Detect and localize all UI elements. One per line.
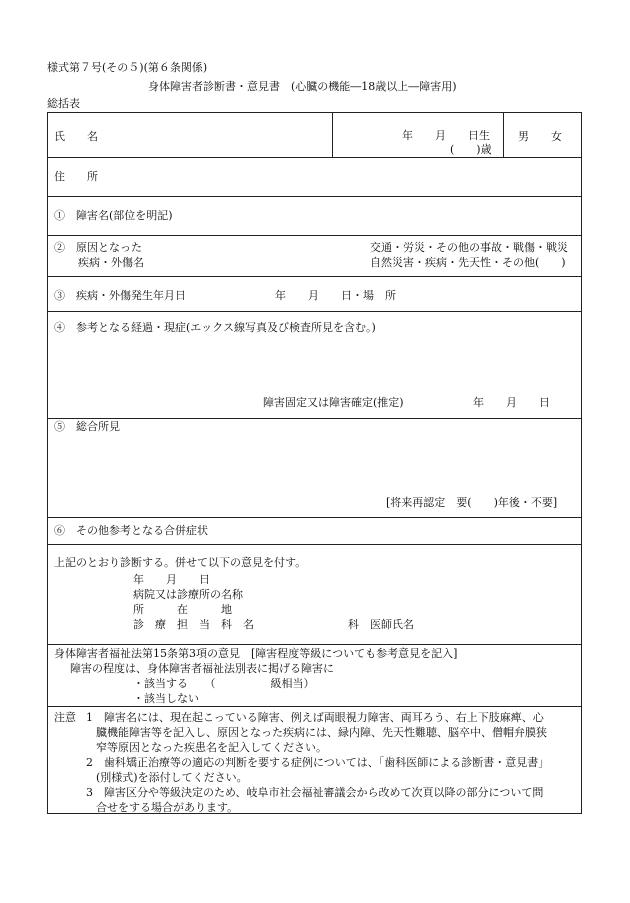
note-1-cont-2: 窄等原因となった疾患名を記入してください。 [96, 741, 327, 754]
note-2-cont: (別様式)を添付してください。 [96, 771, 248, 784]
cause-options-2: 自然災害・疾病・先天性・その他( ) [370, 256, 566, 269]
degree-label: 障害の程度は、身体障害者福祉法別表に掲げる障害に [70, 662, 334, 675]
birth-date-label: 年 月 日生 [402, 129, 490, 142]
reexam-label: [将来再認定 要( )年後・不要] [386, 496, 558, 509]
address-label: 住 所 [54, 170, 98, 183]
cause-label-2: 疾病・外傷名 [78, 256, 144, 269]
note-3: 3 障害区分や等級決定のため、岐阜市社会福祉審議会から改めて次頁以降の部分について問 [86, 786, 544, 799]
opinion-heading: 身体障害者福祉法第15条第3項の意見 [障害程度等級についても参考意見を記入] [54, 647, 458, 660]
fixed-date-label: 障害固定又は障害確定(推定) [263, 396, 404, 409]
name-label: 氏 名 [54, 130, 98, 143]
note-1-cont: 臓機能障害等を記入し、原因となった疾病には、緑内障、先天性難聴、脳卒中、僧帽弁膜狭 [96, 726, 547, 739]
notes-label: 注意 [54, 711, 76, 724]
department-label: 診 療 担 当 科 名 [133, 618, 254, 631]
note-2: 2 歯科矯正治療等の適応の判断を要する症例については、「歯科医師による診断書・意見書」 [86, 756, 550, 769]
doctor-name-label: 科 医師氏名 [348, 618, 414, 631]
section-label: 総括表 [47, 97, 80, 110]
form-number: 様式第７号(その５)(第６条関係) [47, 61, 208, 74]
location-label: 所 在 地 [133, 603, 232, 616]
onset-date-label: ③ 疾病・外傷発生年月日 [54, 289, 186, 302]
overall-findings-label: ⑤ 総合所見 [54, 420, 120, 433]
applicable-option: ・該当する （ 級相当） [133, 677, 315, 690]
note-1: 1 障害名には、現在起こっている障害、例えば両眼視力障害、両耳ろう、右上下肢麻痺、心 [86, 711, 544, 724]
sex-label: 男 女 [518, 130, 562, 143]
cause-label: ② 原因となった [54, 241, 142, 254]
cause-options-1: 交通・労災・その他の事故・戦傷・戦災 [370, 241, 568, 254]
form-table [47, 112, 582, 814]
disability-name-label: ① 障害名(部位を明記) [54, 209, 173, 222]
progress-label: ④ 参考となる経過・現症(エックス線写真及び検査所見を含む。) [54, 321, 376, 334]
hospital-name-label: 病院又は診療所の名称 [133, 588, 243, 601]
fixed-date: 年 月 日 [473, 396, 550, 409]
note-3-cont: 合せをする場合があります。 [96, 801, 239, 814]
diagnosis-statement: 上記のとおり診断する。併せて以下の意見を付す。 [54, 556, 307, 569]
not-applicable-option: ・該当しない [133, 692, 199, 705]
complications-label: ⑥ その他参考となる合併症状 [54, 524, 208, 537]
age-label: ( )歳 [450, 143, 492, 156]
diagnosis-date: 年 月 日 [133, 573, 210, 586]
form-title: 身体障害者診断書・意見書 (心臓の機能―18歳以上―障害用) [148, 80, 457, 93]
onset-date-place: 年 月 日・場 所 [275, 289, 396, 302]
